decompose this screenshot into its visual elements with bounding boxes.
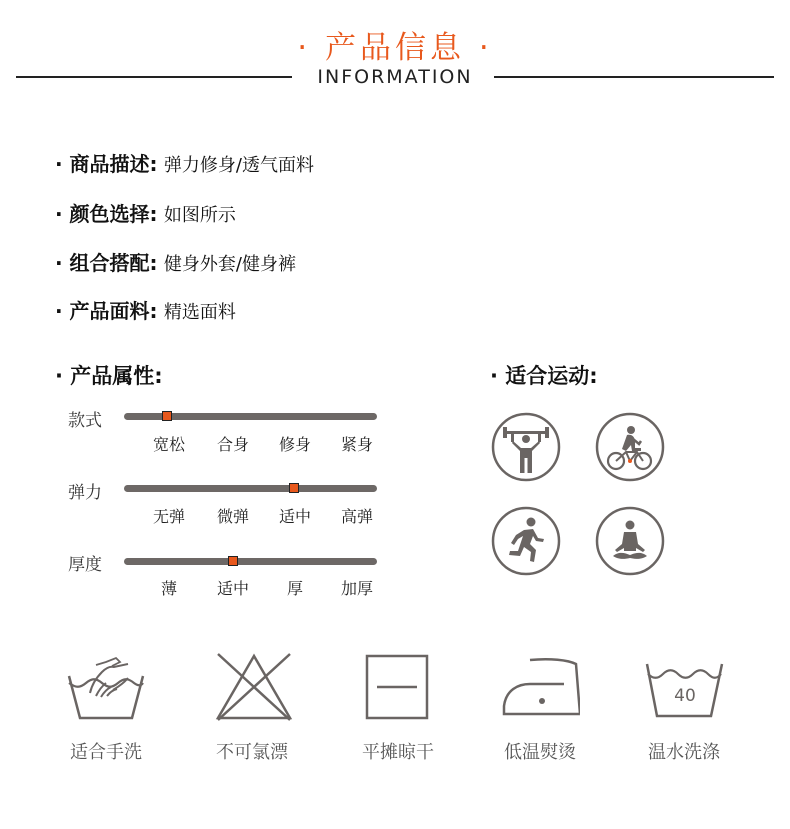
info-row-color (55, 198, 236, 227)
attr-tick: 加厚 (340, 579, 373, 598)
attr-tick: 微弹 (216, 507, 249, 526)
low-iron-icon (500, 652, 580, 722)
info-row-combo (55, 247, 296, 276)
attr-label-elasticity: 弹力 (68, 483, 102, 503)
attr-marker-thickness (228, 556, 238, 566)
info-key: · 颜色选择: (55, 202, 158, 226)
page-subtitle: INFORMATION (317, 66, 473, 88)
attr-tick: 宽松 (152, 435, 185, 454)
attr-marker-elasticity (289, 483, 299, 493)
cycling-icon (595, 412, 665, 482)
info-value: 健身外套/健身裤 (163, 254, 296, 275)
sports-title: · 适合运动: (490, 364, 598, 388)
attr-label-style: 款式 (68, 411, 102, 431)
running-icon (491, 506, 561, 576)
care-label-no-bleach: 不可氯漂 (216, 742, 288, 763)
attr-track-elasticity (124, 485, 377, 492)
yoga-icon (595, 506, 665, 576)
care-label-dry-flat: 平摊晾干 (362, 742, 434, 763)
attributes-title: · 产品属性: (55, 364, 163, 388)
attr-track-thickness (124, 558, 377, 565)
attr-tick: 适中 (216, 579, 249, 598)
attr-tick: 高弹 (340, 507, 373, 526)
info-key: · 组合搭配: (55, 251, 158, 275)
info-value: 精选面料 (163, 302, 236, 323)
hand-wash-icon (66, 650, 146, 720)
info-key: · 商品描述: (55, 152, 158, 176)
attr-tick: 合身 (216, 435, 249, 454)
wash-temperature: 40 (674, 686, 696, 706)
info-row-fabric (55, 295, 236, 324)
attr-marker-style (162, 411, 172, 421)
weightlifting-icon (491, 412, 561, 482)
info-value: 如图所示 (163, 205, 236, 226)
attr-tick: 无弹 (152, 507, 185, 526)
no-bleach-icon (214, 652, 294, 722)
page-title: · 产品信息 · (297, 30, 493, 66)
care-label-warm-wash: 温水洗涤 (648, 742, 720, 763)
info-row-description (55, 148, 314, 177)
attr-tick: 厚 (286, 579, 303, 598)
attr-label-thickness: 厚度 (68, 555, 102, 575)
attr-tick: 紧身 (340, 435, 373, 454)
dry-flat-icon (358, 652, 438, 722)
care-label-hand-wash: 适合手洗 (70, 742, 142, 763)
attr-tick: 薄 (160, 579, 177, 598)
divider-right (494, 76, 774, 78)
wash-40-icon (645, 652, 725, 722)
info-value: 弹力修身/透气面料 (163, 155, 314, 176)
info-key: · 产品面料: (55, 299, 158, 323)
attr-tick: 适中 (278, 507, 311, 526)
attr-tick: 修身 (278, 435, 311, 454)
care-label-low-iron: 低温熨烫 (504, 742, 576, 763)
